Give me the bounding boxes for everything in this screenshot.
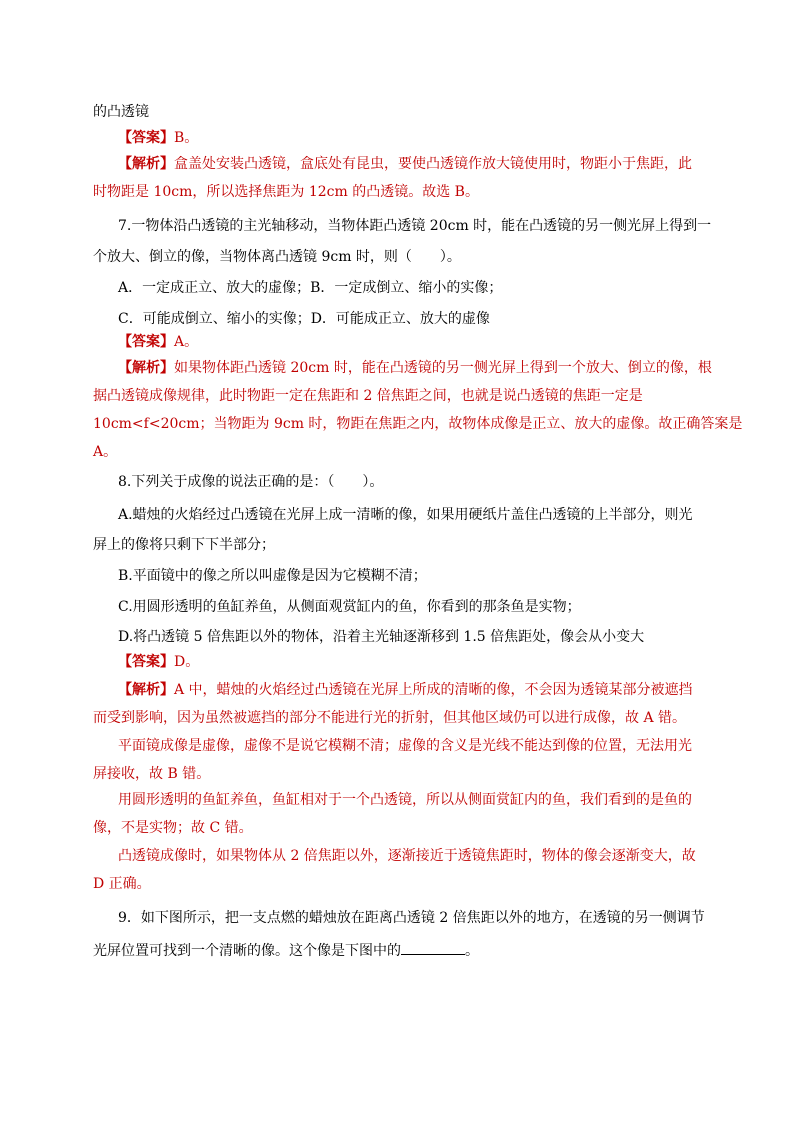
answer-label: 【答案】: [118, 130, 174, 146]
q7-exp-text-4: A。: [93, 444, 118, 460]
q8-stem: 8.下列关于成像的说法正确的是：（ ）。: [118, 474, 384, 490]
q9-stem-1: 9．如下图所示，把一支点燃的蜡烛放在距离凸透镜 2 倍焦距以外的地方，在透镜的另一侧调节: [118, 910, 705, 926]
q8-exp-c-2: 像，不是实物；故 C 错。: [93, 820, 253, 836]
explanation-label: 【解析】: [118, 360, 174, 376]
q7-stem-2: 个放大、倒立的像，当物体离凸透镜 9cm 时，则（ ）。: [93, 249, 461, 265]
answer-blank[interactable]: [401, 940, 465, 955]
q8-exp-c-1: 用圆形透明的鱼缸养鱼，鱼缸相对于一个凸透镜，所以从侧面赏缸内的鱼，我们看到的是鱼的: [118, 792, 692, 808]
q8-option-d: D.将凸透镜 5 倍焦距以外的物体，沿着主光轴逐渐移到 1.5 倍焦距处，像会从小变大: [118, 629, 645, 645]
q8-option-b: B.平面镜中的像之所以叫虚像是因为它模糊不清；: [118, 568, 427, 584]
q8-answer-value: D。: [174, 654, 200, 670]
q6-explanation-line: [118, 154, 692, 174]
q8-option-c: C.用圆形透明的鱼缸养鱼，从侧面观赏缸内的鱼，你看到的那条鱼是实物；: [118, 599, 581, 615]
q6-answer: [118, 128, 198, 148]
q7-options-cd: C．可能成倒立、缩小的实像；D．可能成正立、放大的虚像: [118, 311, 490, 327]
q7-exp-text-2: 据凸透镜成像规律，此时物距一定在焦距和 2 倍焦距之间，也就是说凸透镜的焦距一定是: [93, 388, 643, 404]
explanation-label: 【解析】: [118, 156, 174, 172]
q6-exp-text-1: 盒盖处安装凸透镜，盒底处有昆虫，要使凸透镜作放大镜使用时，物距小于焦距，此: [174, 156, 692, 172]
q8-exp-d-1: 凸透镜成像时，如果物体从 2 倍焦距以外，逐渐接近于透镜焦距时，物体的像会逐渐变大，故: [118, 848, 696, 864]
q7-explanation-line: [118, 358, 712, 378]
q8-exp-a-2: 而受到影响，因为虽然被遮挡的部分不能进行光的折射，但其他区域仍可以进行成像，故 A 错。: [93, 710, 687, 726]
q7-answer-value: A。: [174, 334, 199, 350]
q7-stem-1: 7.一物体沿凸透镜的主光轴移动，当物体距凸透镜 20cm 时，能在凸透镜的另一侧光屏上得到一: [118, 218, 712, 234]
q7-answer: [118, 332, 198, 352]
answer-label: 【答案】: [118, 654, 174, 670]
q9-stem-2-text: 光屏位置可找到一个清晰的像。这个像是下图中的: [93, 943, 401, 959]
explanation-label: 【解析】: [118, 682, 174, 698]
q7-exp-text-3: 10cm<f<20cm；当物距为 9cm 时，物距在焦距之内，故物体成像是正立、放大的虚像。故正确答案是: [93, 416, 743, 432]
q7-options-ab: A．一定成正立、放大的虚像；B．一定成倒立、缩小的实像；: [118, 280, 503, 296]
continuation-text: 的凸透镜: [93, 104, 149, 120]
q6-answer-value: B。: [174, 130, 199, 146]
q8-option-a-1: A.蜡烛的火焰经过凸透镜在光屏上成一清晰的像，如果用硬纸片盖住凸透镜的上半部分，则光: [118, 507, 693, 523]
q8-explanation-line: [118, 680, 693, 700]
q6-exp-text-2: 时物距是 10cm，所以选择焦距为 12cm 的凸透镜。故选 B。: [93, 184, 479, 200]
q8-exp-a-1: A 中，蜡烛的火焰经过凸透镜在光屏上所成的清晰的像，不会因为透镜某部分被遮挡: [174, 682, 693, 698]
answer-label: 【答案】: [118, 334, 174, 350]
q8-exp-b-2: 屏接收，故 B 错。: [93, 766, 211, 782]
q7-exp-text-1: 如果物体距凸透镜 20cm 时，能在凸透镜的另一侧光屏上得到一个放大、倒立的像，根: [174, 360, 712, 376]
q8-option-a-2: 屏上的像将只剩下下半部分；: [93, 537, 275, 553]
q8-exp-d-2: D 正确。: [93, 876, 151, 892]
q8-exp-b-1: 平面镜成像是虚像，虚像不是说它模糊不清；虚像的含义是光线不能达到像的位置，无法用光: [118, 738, 692, 754]
q9-stem-2-end: 。: [465, 943, 479, 959]
q9-stem-2: [93, 940, 479, 961]
q8-answer: [118, 652, 199, 672]
